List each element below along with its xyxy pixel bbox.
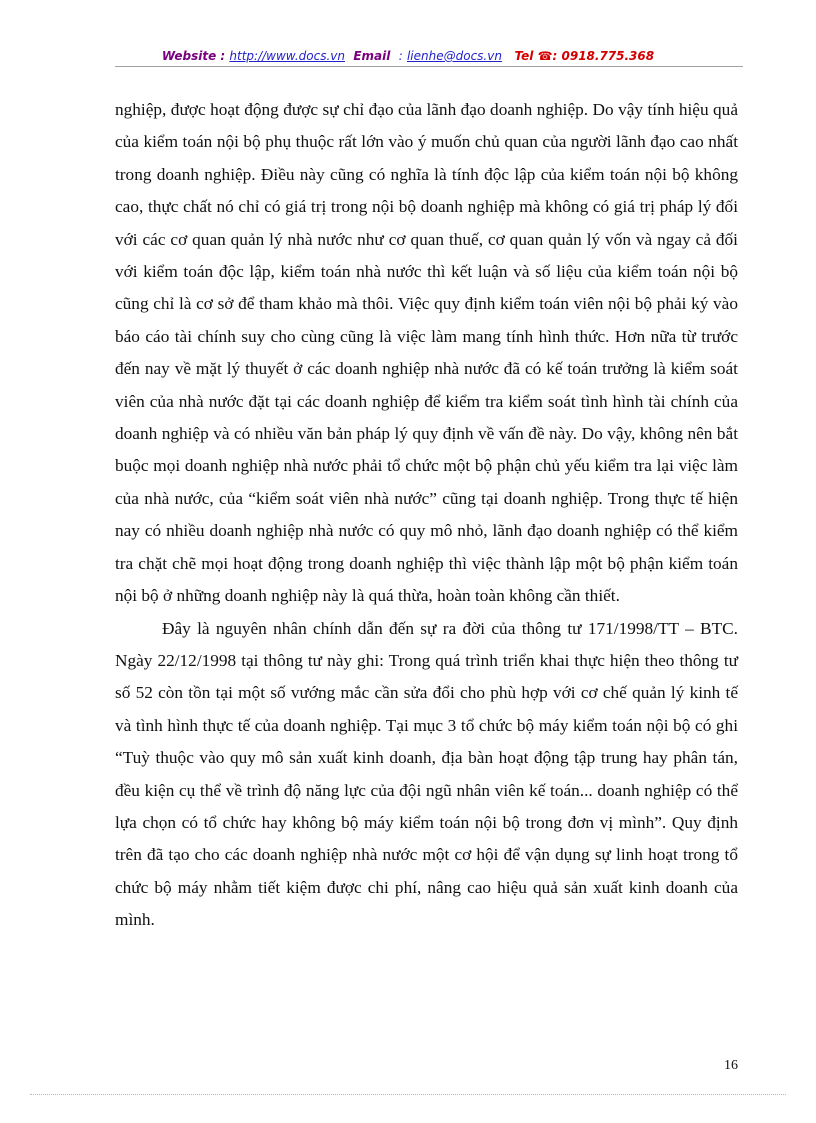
paragraph-2: Đây là nguyên nhân chính dẫn đến sự ra đời của thông tư 171/1998/TT – BTC. Ngày 22/12/1998 tại thông tư này ghi: Trong quá trình triển khai thực hiện theo thông tư số 52 còn tồn tại một số vướng mắc cần sửa đổi cho phù hợp với cơ chế quản lý kinh tế và tình hình thực tế của doanh nghiệp. Tại mục 3 tổ chức bộ máy kiểm toán nội bộ có ghi “Tuỳ thuộc vào quy mô sản xuất kinh doanh, địa bàn hoạt động tập trung hay phân tán, đều kiện cụ thể về trình độ năng lực của đội ngũ nhân viên kế toán... doanh nghiệp có thể lựa chọn có tổ chức hay không bộ máy kiểm toán nội bộ trong đơn vị mình”. Quy định trên đã tạo cho các doanh nghiệp nhà nước một cơ hội để vận dụng sự linh hoạt trong tổ chức bộ máy nhằm tiết kiệm được chi phí, nâng cao hiệu quả sản xuất kinh doanh của mình. — [115, 618, 738, 930]
paragraph-1: nghiệp, được hoạt động được sự chỉ đạo của lãnh đạo doanh nghiệp. Do vậy tính hiệu quả của kiểm toán nội bộ phụ thuộc rất lớn vào ý muốn chủ quan của người lãnh đạo cao nhất trong doanh nghiệp. Điều này cũng có nghĩa là tính độc lập của kiểm toán nội bộ không cao, thực chất nó chỉ có giá trị trong nội bộ doanh nghiệp mà không có giá trị pháp lý đối với các cơ quan quản lý nhà nước như cơ quan thuế, cơ quan quản lý vốn và ngay cả đối với kiểm toán độc lập, kiểm toán nhà nước thì kết luận và số liệu của kiểm toán nội bộ cũng chỉ là cơ sở để tham khảo mà thôi. Việc quy định kiểm toán viên nội bộ phải ký vào báo cáo tài chính suy cho cùng cũng là việc làm mang tính hình thức. Hơn nữa từ trước đến nay về mặt lý thuyết ở các doanh nghiệp nhà nước đã có kế toán trưởng là kiểm soát viên của nhà nước đặt tại các doanh nghiệp để kiểm tra kiểm soát tình hình tài chính của doanh nghiệp và có nhiều văn bản pháp lý quy định về vấn đề này. Do vậy, không nên bắt buộc mọi doanh nghiệp nhà nước phải tổ chức một bộ phận chủ yếu kiểm tra lại việc làm của nhà nước, của “kiểm soát viên nhà nước” cũng tại doanh nghiệp. Trong thực tế hiện nay có nhiều doanh nghiệp nhà nước có quy mô nhỏ, lãnh đạo doanh nghiệp có thể kiểm tra chặt chẽ mọi hoạt động trong doanh nghiệp thì việc thành lập một bộ phận kiểm toán nội bộ ở những doanh nghiệp này là quá thừa, hoàn toàn không cần thiết. — [115, 100, 738, 606]
page-number: 16 — [724, 1058, 738, 1073]
tel-value: : 0918.775.368 — [552, 49, 655, 63]
document-body — [115, 94, 738, 937]
email-link[interactable]: lienhe@docs.vn — [406, 49, 502, 63]
email-separator: : — [398, 49, 403, 63]
page-header — [0, 46, 816, 66]
email-label: Email — [353, 49, 391, 63]
website-link[interactable]: http://www.docs.vn — [229, 49, 345, 63]
header-divider — [115, 66, 743, 67]
website-label: Website : — [161, 49, 226, 63]
footer-divider — [30, 1094, 786, 1095]
tel-label: Tel ☎ — [514, 49, 553, 63]
